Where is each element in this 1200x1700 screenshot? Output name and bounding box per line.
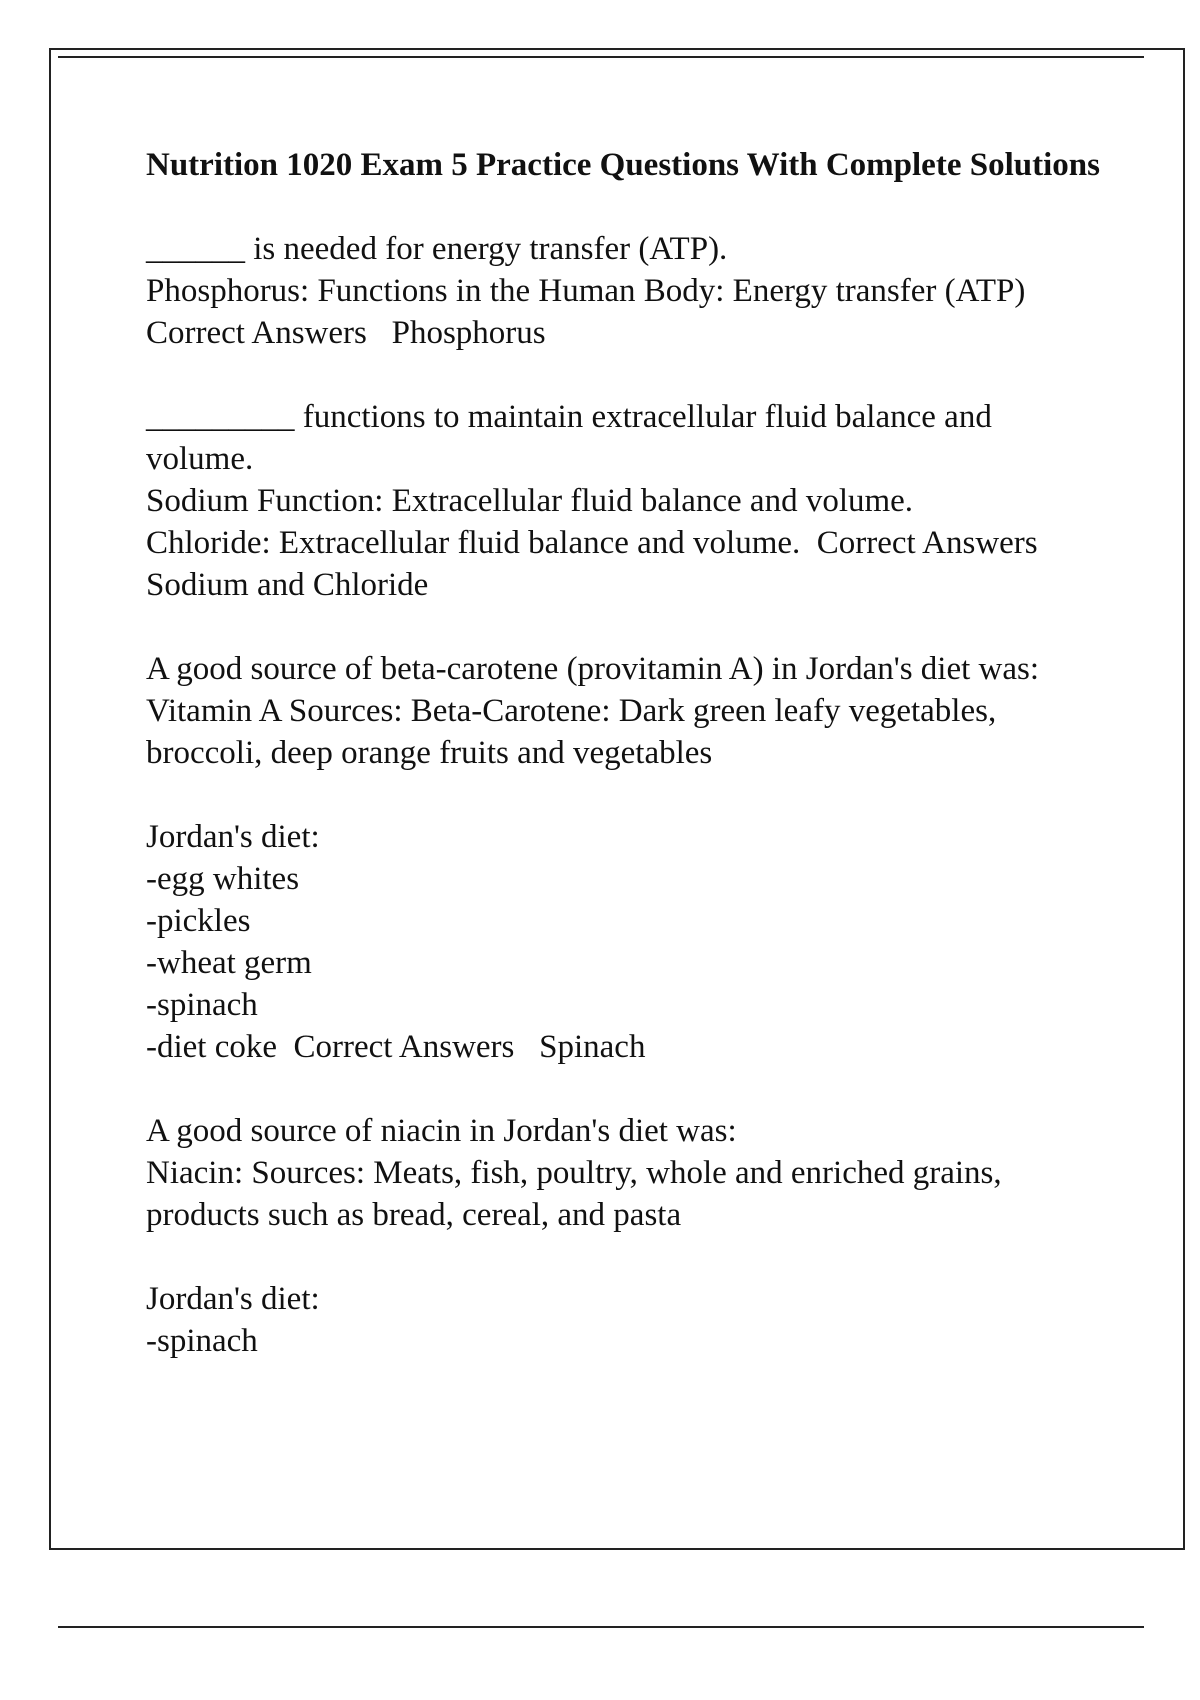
answer-text: Phosphorus: Functions in the Human Body: Energy transfer (ATP) Correct Answers Phosphorus <box>146 273 1042 351</box>
answer-text: Chloride: Extracellular fluid balance and volume. Correct Answers Sodium and Chloride <box>146 525 1063 603</box>
question-text: A good source of beta-carotene (provitamin A) in Jordan's diet was: <box>146 651 1040 687</box>
diet-list-item: -spinach <box>146 987 258 1023</box>
top-rule <box>58 56 1144 58</box>
document-title: Nutrition 1020 Exam 5 Practice Questions With Complete Solutions <box>146 147 1100 183</box>
diet-list-item: -wheat germ <box>146 945 312 981</box>
question-block-phosphorus <box>146 228 1106 354</box>
document-body <box>146 144 1106 1404</box>
explanation-text: Sodium Function: Extracellular fluid balance and volume. <box>146 483 914 519</box>
explanation-text: Niacin: Sources: Meats, fish, poultry, whole and enriched grains, products such as bread, cereal, and pasta <box>146 1155 1010 1233</box>
question-block-niacin <box>146 1110 1106 1236</box>
question-text: A good source of niacin in Jordan's diet was: <box>146 1113 737 1149</box>
diet-list-2 <box>146 1278 1106 1362</box>
question-text: ______ is needed for energy transfer (ATP). <box>146 231 728 267</box>
question-text: _________ functions to maintain extracellular fluid balance and volume. <box>146 399 1001 477</box>
diet-list-item-answer: -diet coke Correct Answers Spinach <box>146 1029 646 1065</box>
question-block-beta-carotene <box>146 648 1106 774</box>
diet-list-item: -pickles <box>146 903 251 939</box>
bottom-rule <box>58 1626 1144 1628</box>
explanation-text: Vitamin A Sources: Beta-Carotene: Dark green leafy vegetables, broccoli, deep orange fruits and vegetables <box>146 693 1005 771</box>
question-block-sodium-chloride <box>146 396 1106 606</box>
diet-list-heading: Jordan's diet: <box>146 819 320 855</box>
diet-list-item: -spinach <box>146 1323 258 1359</box>
diet-list-1 <box>146 816 1106 1068</box>
diet-list-heading: Jordan's diet: <box>146 1281 320 1317</box>
diet-list-item: -egg whites <box>146 861 300 897</box>
